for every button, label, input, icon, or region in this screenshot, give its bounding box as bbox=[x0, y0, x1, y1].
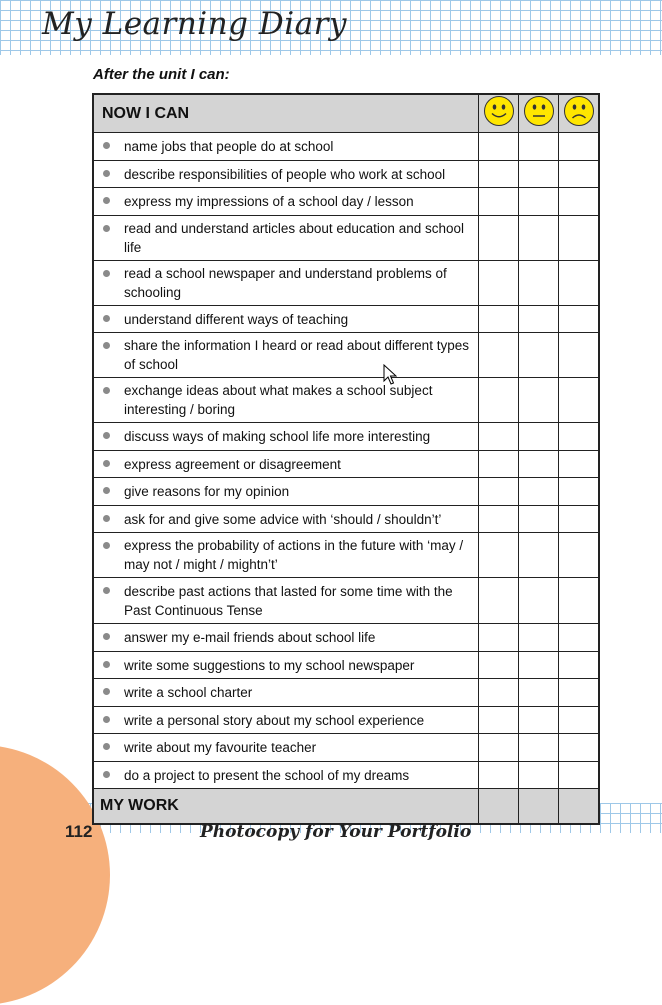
sad-rating-cell[interactable] bbox=[559, 378, 600, 423]
sad-face-column-header bbox=[559, 94, 600, 133]
skill-item bbox=[93, 423, 479, 451]
sad-rating-cell[interactable] bbox=[559, 333, 600, 378]
happy-rating-cell[interactable] bbox=[479, 624, 519, 652]
neutral-rating-cell[interactable] bbox=[519, 333, 559, 378]
table-row bbox=[93, 306, 599, 333]
skill-text: express the probability of actions in the future with ‘may / may not / might / mightn’t’ bbox=[124, 538, 464, 572]
bullet-icon bbox=[103, 170, 110, 177]
sad-rating-cell[interactable] bbox=[559, 707, 600, 734]
bullet-icon bbox=[103, 587, 110, 594]
now-i-can-header: NOW I CAN bbox=[93, 94, 479, 133]
table-row bbox=[93, 762, 599, 789]
skill-item bbox=[93, 578, 479, 624]
neutral-rating-cell[interactable] bbox=[519, 679, 559, 707]
happy-rating-cell[interactable] bbox=[479, 679, 519, 707]
sad-rating-cell[interactable] bbox=[559, 506, 600, 533]
neutral-face-column-header bbox=[519, 94, 559, 133]
neutral-rating-cell[interactable] bbox=[519, 578, 559, 624]
bullet-icon bbox=[103, 342, 110, 349]
skill-item bbox=[93, 679, 479, 707]
neutral-rating-cell[interactable] bbox=[519, 216, 559, 261]
skill-item bbox=[93, 378, 479, 423]
skill-item bbox=[93, 624, 479, 652]
bullet-icon bbox=[103, 542, 110, 549]
neutral-rating-cell[interactable] bbox=[519, 762, 559, 789]
happy-rating-cell[interactable] bbox=[479, 533, 519, 578]
sad-rating-cell[interactable] bbox=[559, 423, 600, 451]
happy-rating-cell[interactable] bbox=[479, 478, 519, 506]
neutral-rating-cell[interactable] bbox=[519, 624, 559, 652]
table-row bbox=[93, 378, 599, 423]
neutral-rating-cell[interactable] bbox=[519, 707, 559, 734]
table-header-row bbox=[93, 94, 599, 133]
skill-item bbox=[93, 133, 479, 161]
happy-rating-cell[interactable] bbox=[479, 306, 519, 333]
bullet-icon bbox=[103, 661, 110, 668]
table-row bbox=[93, 734, 599, 762]
happy-rating-cell[interactable] bbox=[479, 333, 519, 378]
smiley-neutral-icon bbox=[523, 95, 555, 127]
footer-caption: Photocopy for Your Portfolio bbox=[200, 822, 472, 842]
happy-rating-cell[interactable] bbox=[479, 423, 519, 451]
happy-rating-cell[interactable] bbox=[479, 734, 519, 762]
bullet-icon bbox=[103, 743, 110, 750]
skill-text: write about my favourite teacher bbox=[124, 740, 317, 755]
happy-rating-cell[interactable] bbox=[479, 506, 519, 533]
sad-rating-cell[interactable] bbox=[559, 161, 600, 188]
table-row bbox=[93, 506, 599, 533]
skill-text: exchange ideas about what makes a school subject interesting / boring bbox=[124, 383, 433, 417]
sad-rating-cell[interactable] bbox=[559, 306, 600, 333]
neutral-rating-cell[interactable] bbox=[519, 533, 559, 578]
my-work-label: MY WORK bbox=[93, 789, 479, 825]
sad-rating-cell[interactable] bbox=[559, 578, 600, 624]
neutral-rating-cell[interactable] bbox=[519, 261, 559, 306]
skill-item bbox=[93, 478, 479, 506]
skill-item bbox=[93, 306, 479, 333]
skill-text: describe responsibilities of people who work at school bbox=[124, 166, 446, 182]
learning-diary-table bbox=[92, 93, 600, 825]
bullet-icon bbox=[103, 225, 110, 232]
sad-rating-cell[interactable] bbox=[559, 451, 600, 478]
bullet-icon bbox=[103, 142, 110, 149]
table-row bbox=[93, 478, 599, 506]
table-row bbox=[93, 261, 599, 306]
bullet-icon bbox=[103, 515, 110, 522]
bullet-icon bbox=[103, 197, 110, 204]
table-row bbox=[93, 652, 599, 679]
skill-item bbox=[93, 707, 479, 734]
neutral-rating-cell[interactable] bbox=[519, 161, 559, 188]
happy-face-column-header bbox=[479, 94, 519, 133]
neutral-rating-cell[interactable] bbox=[519, 188, 559, 216]
skill-text: read and understand articles about education and school life bbox=[124, 221, 464, 255]
my-work-neutral-cell[interactable] bbox=[519, 789, 559, 825]
skill-text: answer my e-mail friends about school life bbox=[124, 630, 376, 645]
smiley-sad-icon bbox=[563, 95, 595, 127]
sad-rating-cell[interactable] bbox=[559, 133, 600, 161]
happy-rating-cell[interactable] bbox=[479, 707, 519, 734]
bullet-icon bbox=[103, 387, 110, 394]
neutral-rating-cell[interactable] bbox=[519, 378, 559, 423]
happy-rating-cell[interactable] bbox=[479, 378, 519, 423]
skill-text: name jobs that people do at school bbox=[124, 139, 334, 154]
happy-rating-cell[interactable] bbox=[479, 133, 519, 161]
sad-rating-cell[interactable] bbox=[559, 188, 600, 216]
bullet-icon bbox=[103, 270, 110, 277]
skill-item bbox=[93, 762, 479, 789]
skill-text: write a personal story about my school experience bbox=[124, 712, 425, 728]
mouse-cursor-icon bbox=[383, 364, 397, 386]
table-row bbox=[93, 216, 599, 261]
bullet-icon bbox=[103, 771, 110, 778]
skill-item bbox=[93, 188, 479, 216]
neutral-rating-cell[interactable] bbox=[519, 478, 559, 506]
happy-rating-cell[interactable] bbox=[479, 188, 519, 216]
happy-rating-cell[interactable] bbox=[479, 578, 519, 624]
happy-rating-cell[interactable] bbox=[479, 261, 519, 306]
skill-item bbox=[93, 161, 479, 188]
table-row bbox=[93, 624, 599, 652]
skill-text: describe past actions that lasted for some time with the Past Continuous Tense bbox=[124, 583, 453, 618]
table-row bbox=[93, 423, 599, 451]
table-row bbox=[93, 333, 599, 378]
skill-text: read a school newspaper and understand problems of schooling bbox=[124, 266, 447, 300]
neutral-rating-cell[interactable] bbox=[519, 652, 559, 679]
neutral-rating-cell[interactable] bbox=[519, 133, 559, 161]
skill-text: do a project to present the school of my dreams bbox=[124, 767, 410, 783]
happy-rating-cell[interactable] bbox=[479, 762, 519, 789]
skill-item bbox=[93, 216, 479, 261]
neutral-rating-cell[interactable] bbox=[519, 423, 559, 451]
happy-rating-cell[interactable] bbox=[479, 216, 519, 261]
table-row bbox=[93, 679, 599, 707]
bullet-icon bbox=[103, 315, 110, 322]
happy-rating-cell[interactable] bbox=[479, 161, 519, 188]
table-row bbox=[93, 188, 599, 216]
table-row bbox=[93, 133, 599, 161]
sad-rating-cell[interactable] bbox=[559, 478, 600, 506]
table-row bbox=[93, 161, 599, 188]
bullet-icon bbox=[103, 716, 110, 723]
my-work-sad-cell[interactable] bbox=[559, 789, 600, 825]
skill-text: write a school charter bbox=[124, 685, 253, 700]
skill-item bbox=[93, 261, 479, 306]
sad-rating-cell[interactable] bbox=[559, 624, 600, 652]
bullet-icon bbox=[103, 688, 110, 695]
neutral-rating-cell[interactable] bbox=[519, 451, 559, 478]
page-subtitle: After the unit I can: bbox=[93, 66, 230, 83]
sad-rating-cell[interactable] bbox=[559, 533, 600, 578]
skill-item bbox=[93, 506, 479, 533]
sad-rating-cell[interactable] bbox=[559, 261, 600, 306]
happy-rating-cell[interactable] bbox=[479, 652, 519, 679]
smiley-happy-icon bbox=[483, 95, 515, 127]
table-row bbox=[93, 533, 599, 578]
my-work-happy-cell[interactable] bbox=[479, 789, 519, 825]
sad-rating-cell[interactable] bbox=[559, 652, 600, 679]
skill-text: share the information I heard or read about different types of school bbox=[124, 338, 469, 372]
table-row bbox=[93, 707, 599, 734]
happy-rating-cell[interactable] bbox=[479, 451, 519, 478]
bullet-icon bbox=[103, 487, 110, 494]
my-work-row bbox=[93, 789, 599, 825]
sad-rating-cell[interactable] bbox=[559, 734, 600, 762]
table-row bbox=[93, 451, 599, 478]
skill-item bbox=[93, 533, 479, 578]
skill-item bbox=[93, 734, 479, 762]
page-title: My Learning Diary bbox=[42, 6, 347, 42]
neutral-rating-cell[interactable] bbox=[519, 306, 559, 333]
skill-item bbox=[93, 652, 479, 679]
skill-text: express agreement or disagreement bbox=[124, 456, 341, 472]
bullet-icon bbox=[103, 460, 110, 467]
sad-rating-cell[interactable] bbox=[559, 679, 600, 707]
sad-rating-cell[interactable] bbox=[559, 216, 600, 261]
skill-item bbox=[93, 451, 479, 478]
skill-text: understand different ways of teaching bbox=[124, 311, 349, 327]
skill-item bbox=[93, 333, 479, 378]
bullet-icon bbox=[103, 633, 110, 640]
sad-rating-cell[interactable] bbox=[559, 762, 600, 789]
neutral-rating-cell[interactable] bbox=[519, 734, 559, 762]
neutral-rating-cell[interactable] bbox=[519, 506, 559, 533]
skill-text: give reasons for my opinion bbox=[124, 484, 290, 499]
skill-text: express my impressions of a school day / lesson bbox=[124, 194, 414, 209]
skill-text: ask for and give some advice with ‘should / shouldn’t’ bbox=[124, 511, 442, 527]
page-number: 112 bbox=[65, 822, 93, 841]
table-row bbox=[93, 578, 599, 624]
skill-text: write some suggestions to my school newspaper bbox=[124, 657, 415, 673]
bullet-icon bbox=[103, 432, 110, 439]
skill-text: discuss ways of making school life more interesting bbox=[124, 429, 431, 444]
